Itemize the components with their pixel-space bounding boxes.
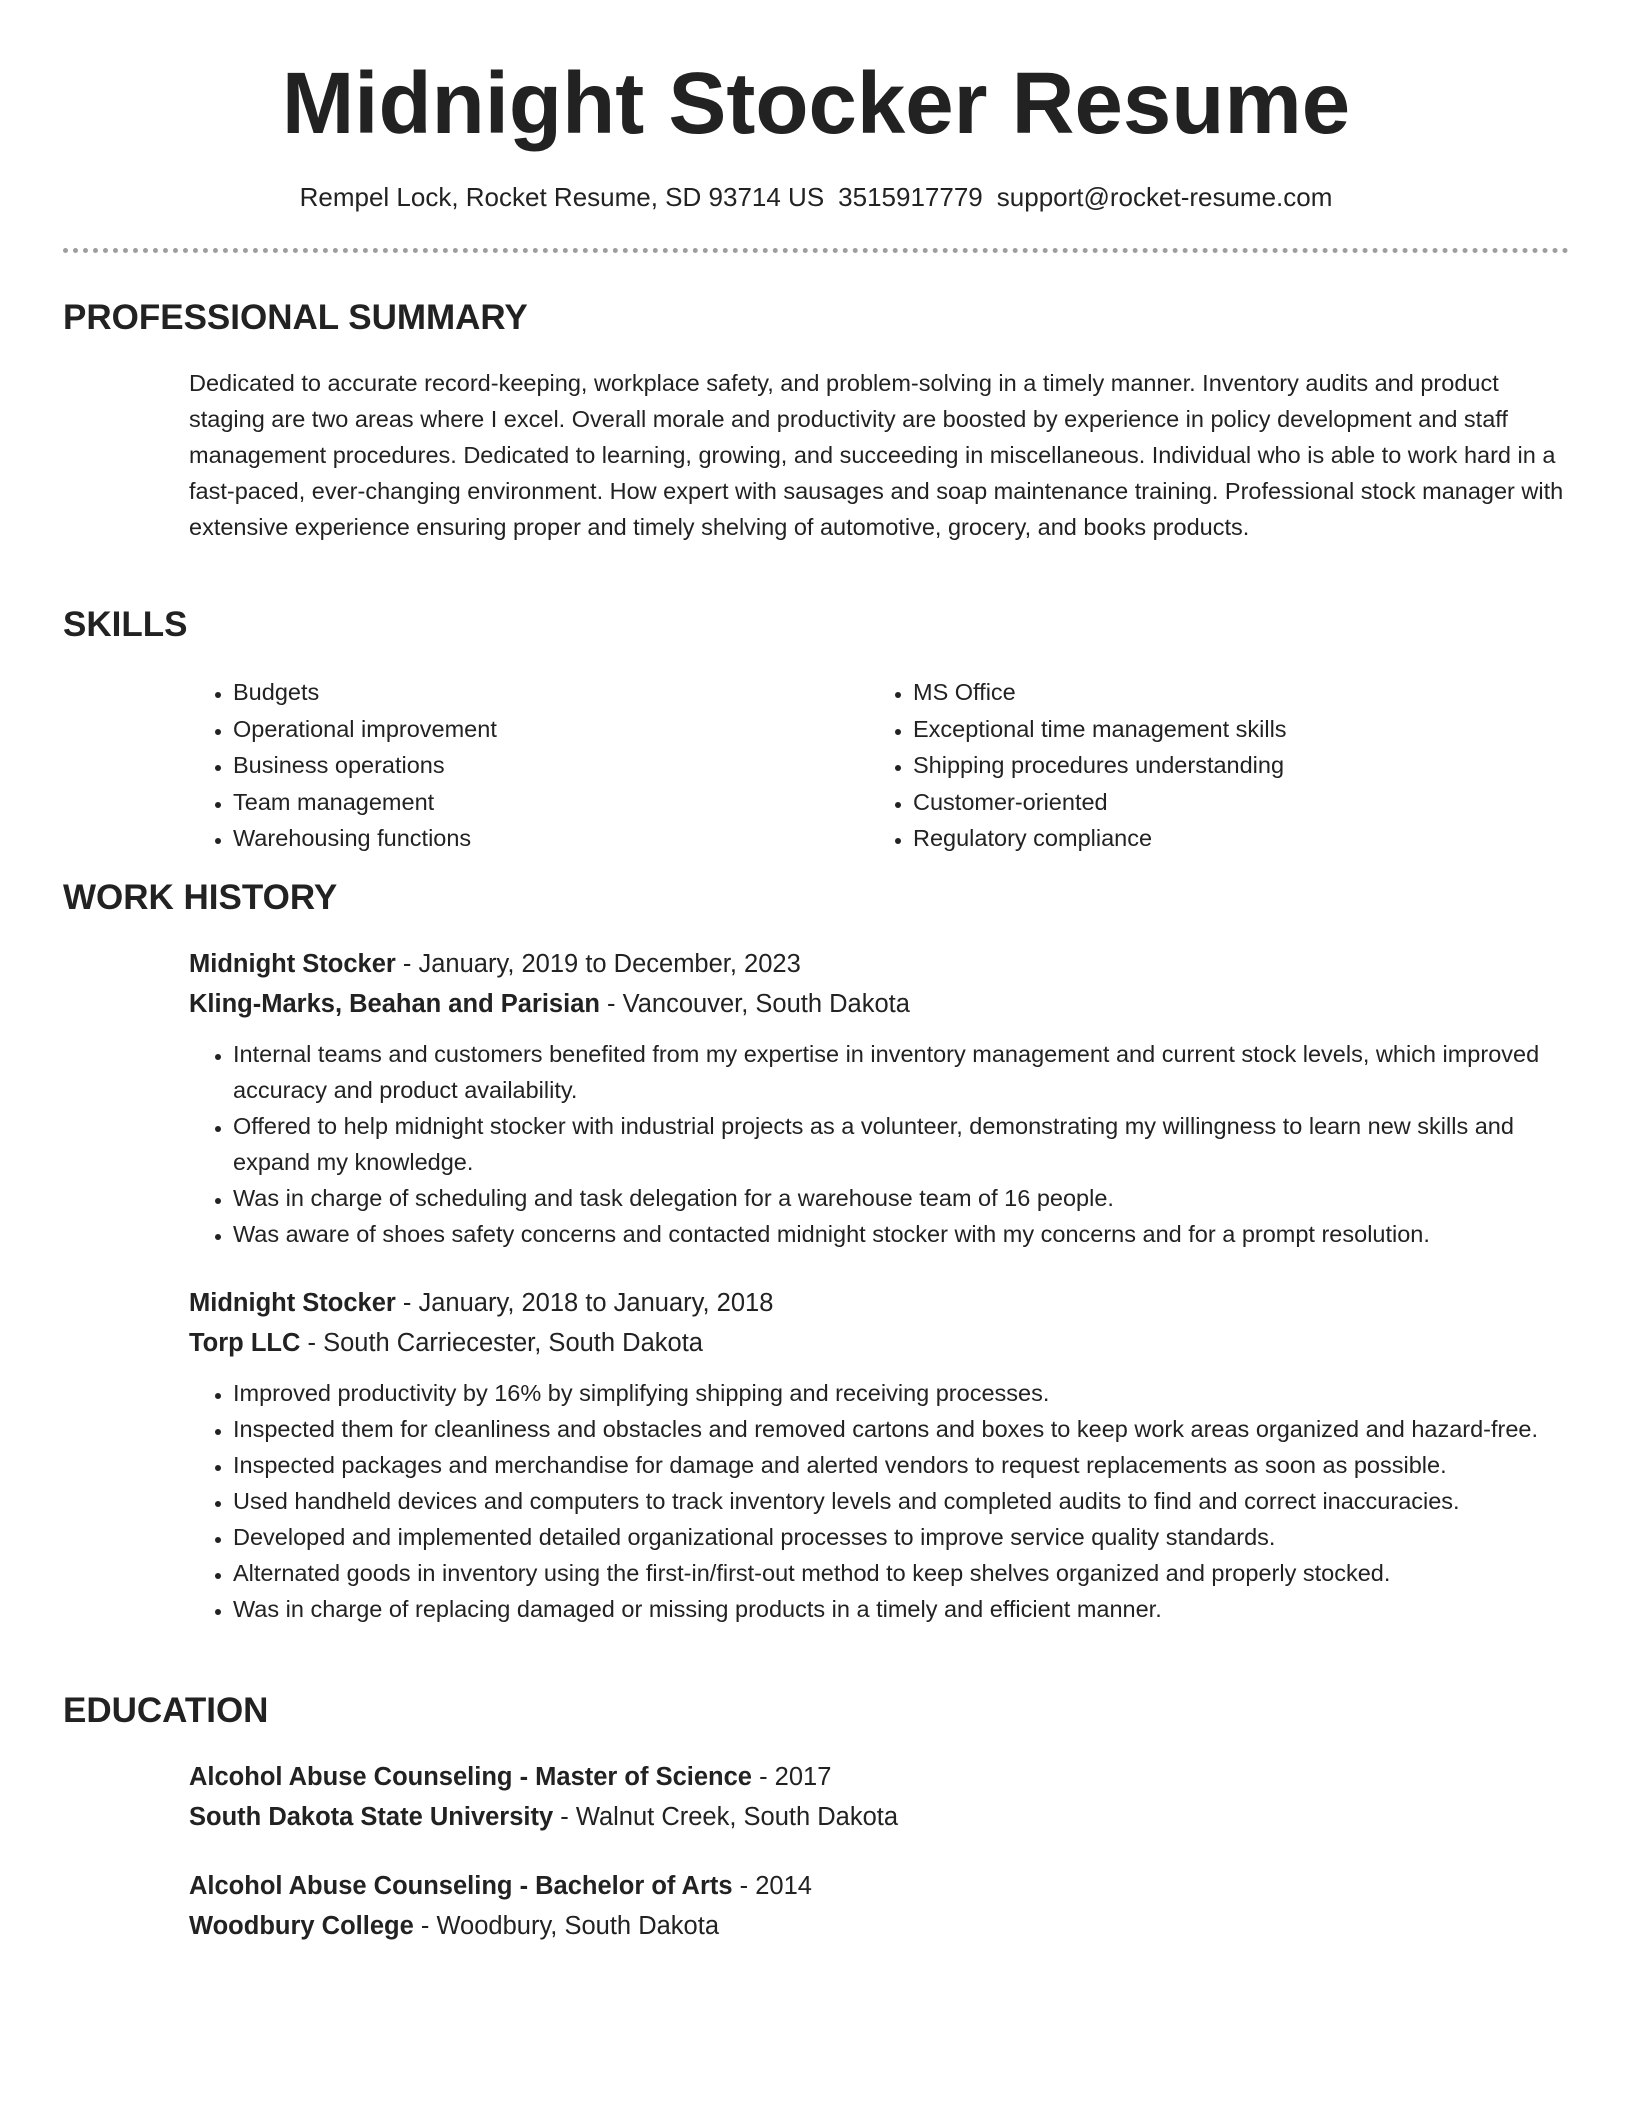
job-bullets (189, 1375, 1569, 1627)
job-company: Kling-Marks, Beahan and Parisian (189, 990, 600, 1018)
job-entry (189, 944, 1569, 1252)
education-heading: EDUCATION (63, 1691, 269, 1730)
job-bullet: • Improved productivity by 16% by simplifying shipping and receiving processes. (233, 1375, 1569, 1411)
summary-text: Dedicated to accurate record-keeping, workplace safety, and problem-solving in a timely manner. Inventory audits and product staging are two areas where I excel. Overall morale and productivity are boosted by experience in policy development and staff management procedures. Dedicated to learning, growing, and succeeding in miscellaneous. Individual who is able to work hard in a fast-paced, ever-changing environment. How expert with sausages and soap maintenance training. Professional stock manager with extensive experience ensuring proper and timely shelving of automotive, grocery, and books products. (189, 370, 1564, 540)
contact-email: support@rocket-resume.com (996, 182, 1333, 212)
job-dates: - January, 2019 to December, 2023 (395, 950, 801, 978)
education-school: South Dakota State University (189, 1803, 554, 1831)
skills-heading: SKILLS (63, 605, 188, 644)
job-bullet: • Was in charge of replacing damaged or missing products in a timely and efficient manner. (233, 1591, 1569, 1627)
education-school: Woodbury College (189, 1912, 414, 1940)
skill-item: • Business operations (233, 747, 869, 784)
job-company-line (189, 1323, 1569, 1363)
job-bullets (189, 1036, 1569, 1252)
skill-item: • MS Office (913, 674, 1549, 711)
contact-info (0, 180, 1632, 214)
job-entry (189, 1283, 1569, 1627)
education-degree: Alcohol Abuse Counseling - Master of Science (189, 1763, 752, 1791)
job-dates: - January, 2018 to January, 2018 (395, 1289, 774, 1317)
job-bullet: • Alternated goods in inventory using the first-in/first-out method to keep shelves organized and properly stocked. (233, 1555, 1569, 1591)
job-title: Midnight Stocker (189, 950, 396, 978)
job-bullet: • Offered to help midnight stocker with industrial projects as a volunteer, demonstrating my willingness to learn new skills and expand my knowledge. (233, 1108, 1569, 1180)
skills-column-left (189, 674, 869, 857)
skill-item: • Shipping procedures understanding (913, 747, 1549, 784)
skill-item: • Operational improvement (233, 711, 869, 748)
skill-item: • Regulatory compliance (913, 820, 1549, 857)
skill-item: • Warehousing functions (233, 820, 869, 857)
job-bullet: • Used handheld devices and computers to track inventory levels and completed audits to find and correct inaccuracies. (233, 1483, 1569, 1519)
job-company-line (189, 984, 1569, 1024)
education-entry (189, 1757, 1569, 1837)
job-company: Torp LLC (189, 1329, 301, 1357)
job-bullet: • Inspected packages and merchandise for damage and alerted vendors to request replacements as soon as possible. (233, 1447, 1569, 1483)
job-title-line (189, 1283, 1569, 1323)
education-year: - 2014 (732, 1872, 812, 1900)
job-bullet: • Developed and implemented detailed organizational processes to improve service quality standards. (233, 1519, 1569, 1555)
job-bullet: • Was aware of shoes safety concerns and contacted midnight stocker with my concerns and for a prompt resolution. (233, 1216, 1569, 1252)
education-year: - 2017 (751, 1763, 832, 1791)
job-bullet: • Inspected them for cleanliness and obstacles and removed cartons and boxes to keep work areas organized and hazard-free. (233, 1411, 1569, 1447)
job-location: - Vancouver, South Dakota (599, 990, 910, 1018)
contact-phone: 3515917779 (838, 182, 983, 212)
skill-item: • Budgets (233, 674, 869, 711)
skills-list (189, 674, 1569, 857)
skill-item: • Team management (233, 784, 869, 821)
job-location: - South Carriecester, South Dakota (300, 1329, 703, 1357)
skill-item: • Exceptional time management skills (913, 711, 1549, 748)
job-title-line (189, 944, 1569, 984)
work-history-heading: WORK HISTORY (63, 878, 338, 917)
skill-item: • Customer-oriented (913, 784, 1549, 821)
job-title: Midnight Stocker (189, 1289, 396, 1317)
education-location: - Woodbury, South Dakota (413, 1912, 719, 1940)
education-degree-line (189, 1866, 1569, 1906)
education-location: - Walnut Creek, South Dakota (553, 1803, 899, 1831)
summary-heading: PROFESSIONAL SUMMARY (63, 298, 528, 337)
education-degree-line (189, 1757, 1569, 1797)
contact-address: Rempel Lock, Rocket Resume, SD 93714 US (299, 182, 825, 212)
job-bullet: • Internal teams and customers benefited from my expertise in inventory management and current stock levels, which improved accuracy and product availability. (233, 1036, 1569, 1108)
education-school-line (189, 1797, 1569, 1837)
header-divider (63, 248, 1569, 253)
education-school-line (189, 1906, 1569, 1946)
skills-column-right (869, 674, 1549, 857)
education-degree: Alcohol Abuse Counseling - Bachelor of Arts (189, 1872, 733, 1900)
job-bullet: • Was in charge of scheduling and task delegation for a warehouse team of 16 people. (233, 1180, 1569, 1216)
education-entry (189, 1866, 1569, 1946)
resume-title: Midnight Stocker Resume (281, 55, 1351, 152)
